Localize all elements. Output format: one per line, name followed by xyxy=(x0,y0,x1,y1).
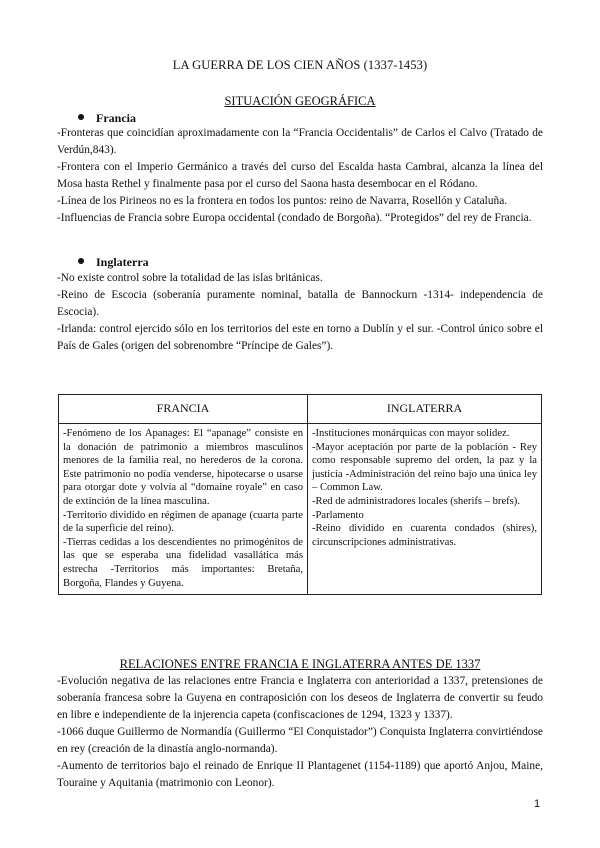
relaciones-line: -Aumento de territorios bajo el reinado de Enrique II Plantagenet (1154-1189) que aportó Anjou, Maine, Touraine y Aquitania (matrimonio con Leonor). xyxy=(57,760,543,789)
bullet-inglaterra-label: Inglaterra xyxy=(96,255,149,269)
relaciones-line: -Evolución negativa de las relaciones entre Francia e Inglaterra con anterioridad a 1337, pretensiones de soberanía francesa sobre la Guyena en contraposición con los deseos de Inglaterra de convertir su feudo en libre e independiente de la injerencia capeta (confiscaciones de 1294, 1323 y 1337). xyxy=(57,675,543,721)
inglaterra-geo-line: -No existe control sobre la totalidad de las islas británicas. xyxy=(57,272,323,284)
page-number: 1 xyxy=(534,798,541,810)
table-cell-inglaterra xyxy=(308,424,542,595)
francia-item: -Territorio dividido en régimen de apanage (cuarta parte de la superficie del reino). xyxy=(63,509,303,535)
relaciones-paragraphs xyxy=(57,673,543,792)
inglaterra-item: -Red de administradores locales (sherifs – brefs). xyxy=(312,495,520,507)
inglaterra-item: -Reino dividido en cuarenta condados (shires), circunscripciones administrativas. xyxy=(312,523,537,548)
bullet-francia-label: Francia xyxy=(96,111,136,125)
inglaterra-geo-line: -Reino de Escocia (soberanía puramente nominal, batalla de Bannockurn -1314- independencia de Escocia). xyxy=(57,289,543,318)
table-header-row xyxy=(59,395,542,424)
bullet-francia xyxy=(78,111,136,126)
comparison-table xyxy=(58,394,542,595)
table-row xyxy=(59,424,542,595)
francia-geo-paragraphs xyxy=(57,125,543,227)
geo-heading: SITUACIÓN GEOGRÁFICA xyxy=(224,94,376,108)
bullet-inglaterra xyxy=(78,255,149,270)
francia-item: -Tierras cedidas a los descendientes no primogénitos de las que se esperaba una fidelidad vasallática más estrecha -Territorios más importantes: Bretaña, Borgoña, Flandes y Guyena. xyxy=(63,536,303,589)
bullet-dot-icon xyxy=(78,258,84,264)
bullet-dot-icon xyxy=(78,114,84,120)
inglaterra-geo-paragraphs xyxy=(57,270,543,355)
inglaterra-geo-line: -Irlanda: control ejercido sólo en los territorios del este en torno a Dublín y el sur. -Control único sobre el País de Gales (origen del sobrenombre “Príncipe de Gales”). xyxy=(57,323,543,352)
table-header-inglaterra: INGLATERRA xyxy=(308,395,542,424)
francia-geo-line: -Línea de los Pirineos no es la frontera en todos los puntos: reino de Navarra, Rosellón y Cataluña. xyxy=(57,195,508,207)
inglaterra-item: -Parlamento xyxy=(312,509,364,521)
inglaterra-item: -Mayor aceptación por parte de la población - Rey como responsable supremo del orden, la paz y la justicia -Administración del reino bajo una única ley – Common Law. xyxy=(312,441,537,494)
francia-geo-line: -Fronteras que coincidían aproximadamente con la “Francia Occidentalis” de Carlos el Calvo (Tratado de Verdún,843). xyxy=(57,127,543,156)
document-title: LA GUERRA DE LOS CIEN AÑOS (1337-1453) xyxy=(172,58,428,72)
table-cell-francia xyxy=(59,424,308,595)
relaciones-line: -1066 duque Guillermo de Normandía (Guillermo “El Conquistador”) Conquista Inglaterra convirtiéndose en rey (creación de la dinastía anglo-normanda). xyxy=(57,726,543,755)
francia-geo-line: -Influencias de Francia sobre Europa occidental (condado de Borgoña). “Protegidos” del rey de Francia. xyxy=(57,212,532,224)
table-header-francia: FRANCIA xyxy=(59,395,308,424)
francia-item: -Fenómeno de los Apanages: El “apanage” consiste en la donación de patrimonio a miembros masculinos menores de la familia real, no herederos de la corona. Este patrimonio no podía venderse, hipotecarse o usarse para otorgar dote y volvía al “domaine royale” en caso de extinción de la línea masculina. xyxy=(63,428,303,507)
francia-geo-line: -Frontera con el Imperio Germánico a través del curso del Escalda hasta Cambrai, alcanza la línea del Mosa hasta Rethel y finalmente pasa por el curso del Saona hasta desembocar en el Ródano. xyxy=(57,161,543,190)
inglaterra-item: -Instituciones monárquicas con mayor solidez. xyxy=(312,428,510,439)
relaciones-heading: RELACIONES ENTRE FRANCIA E INGLATERRA ANTES DE 1337 xyxy=(119,657,481,671)
